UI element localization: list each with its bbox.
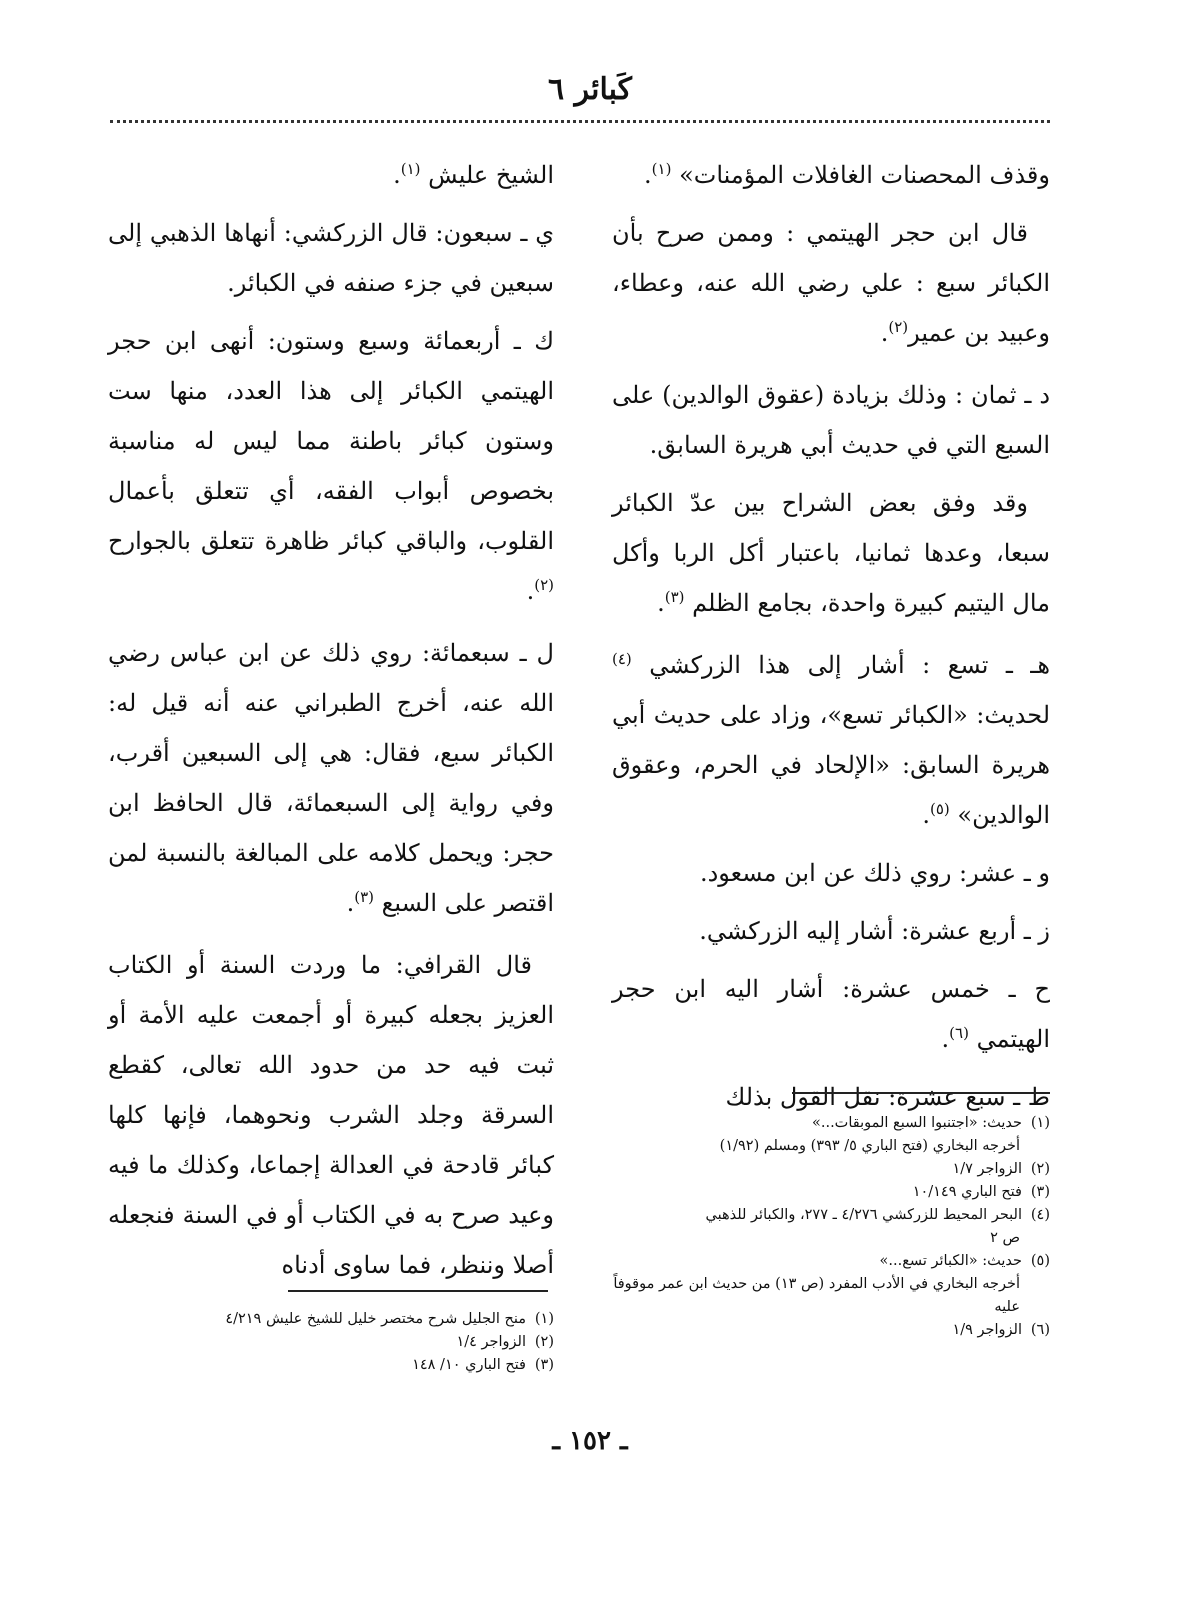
footnote: (٣)فتح الباري ١٠/ ١٤٨ <box>412 1357 554 1373</box>
paragraph: وقذف المحصنات الغافلات المؤمنات» $^{(١)}$. <box>644 160 1050 189</box>
left-text-column <box>108 150 554 1298</box>
paragraph: الشيخ عليش $^{(١)}$. <box>393 160 554 189</box>
paragraph: ك ـ أربعمائة وسبع وستون: أنهى ابن حجر الهيتمي الكبائر إلى هذا العدد، منها ست وستون كبائر باطنة مما ليس له مناسبة بخصوص أبواب الفقه، أي تتعلق بأعمال القلوب، والباقي كبائر ظاهرة تتعلق بالجوارح $^{(٢)}$. <box>108 327 554 605</box>
page-number: ـ ١٥٢ ـ <box>552 1426 628 1456</box>
footnotes-right <box>612 1112 1050 1342</box>
footnote: (١)حديث: «اجتنبوا السبع الموبقات...» أخرجه البخاري (فتح الباري ٥/ ٣٩٣) ومسلم (١/٩٢) <box>719 1115 1050 1154</box>
paragraph: هـ ـ تسع : أشار إلى هذا الزركشي $^{(٤)}$ لحديث: «الكبائر تسع»، وزاد على حديث أبي هريرة السابق: «الإلحاد في الحرم، وعقوق الوالدين» $^{(٥)}$. <box>612 650 1050 829</box>
paragraph: وقد وفق بعض الشراح بين عدّ الكبائر سبعا، وعدها ثمانيا، باعتبار أكل الربا وأكل مال اليتيم كبيرة واحدة، بجامع الظلم $^{(٣)}$. <box>612 489 1050 617</box>
footnote: (١)منح الجليل شرح مختصر خليل للشيخ عليش ٤/٢١٩ <box>225 1311 554 1327</box>
paragraph: ل ـ سبعمائة: روي ذلك عن ابن عباس رضي الله عنه، أخرج الطبراني عنه أنه قيل له: الكبائر سبع، فقال: هي إلى السبعين أقرب، وفي رواية إلى السبعمائة، قال الحافظ ابن حجر: ويحمل كلامه على المبالغة بالنسبة لمن اقتصر على السبع $^{(٣)}$. <box>108 639 554 917</box>
page-header-title: كَبائر ٦ <box>548 72 632 107</box>
paragraph: ز ـ أربع عشرة: أشار إليه الزركشي. <box>699 917 1050 945</box>
right-text-column <box>612 150 1050 1130</box>
footnote: (٦)الزواجر ١/٩ <box>952 1322 1050 1338</box>
footnotes-left <box>108 1308 554 1377</box>
paragraph: د ـ ثمان : وذلك بزيادة (عقوق الوالدين) على السبع التي في حديث أبي هريرة السابق. <box>612 381 1050 459</box>
paragraph: ح ـ خمس عشرة: أشار اليه ابن حجر الهيتمي $^{(٦)}$. <box>612 975 1050 1053</box>
footnote: (٢)الزواجر ١/٤ <box>456 1334 554 1350</box>
paragraph: ط ـ سبع عشرة: نقل القول بذلك <box>725 1083 1050 1111</box>
footnote-separator <box>792 1092 1050 1094</box>
paragraph: ي ـ سبعون: قال الزركشي: أنهاها الذهبي إلى سبعين في جزء صنفه في الكبائر. <box>108 219 554 297</box>
footnote-separator <box>288 1290 548 1292</box>
header-dotted-rule <box>110 120 1050 123</box>
footnote: (٣)فتح الباري ١٠/١٤٩ <box>912 1184 1050 1200</box>
footnote: (٤)البحر المحيط للزركشي ٤/٢٧٦ ـ ٢٧٧، والكبائر للذهبي ص ٢ <box>705 1207 1050 1246</box>
footnote: (٢)الزواجر ١/٧ <box>952 1161 1050 1177</box>
paragraph: و ـ عشر: روي ذلك عن ابن مسعود. <box>699 859 1050 887</box>
footnote: (٥)حديث: «الكبائر تسع...» أخرجه البخاري في الأدب المفرد (ص ١٣) من حديث ابن عمر موقوفاً عليه <box>613 1253 1050 1315</box>
paragraph: قال القرافي: ما وردت السنة أو الكتاب العزيز بجعله كبيرة أو أجمعت عليه الأمة أو ثبت فيه حد من حدود الله تعالى، كقطع السرقة وجلد الشرب ونحوهما، فإنها كلها كبائر قادحة في العدالة إجماعا، وكذلك ما فيه وعيد صرح به في الكتاب أو في السنة فنجعله أصلا وننظر، فما ساوى أدناه <box>108 951 554 1279</box>
paragraph: قال ابن حجر الهيتمي : وممن صرح بأن الكبائر سبع : علي رضي الله عنه، وعطاء، وعبيد بن عمير$^{(٢)}$. <box>612 219 1050 347</box>
